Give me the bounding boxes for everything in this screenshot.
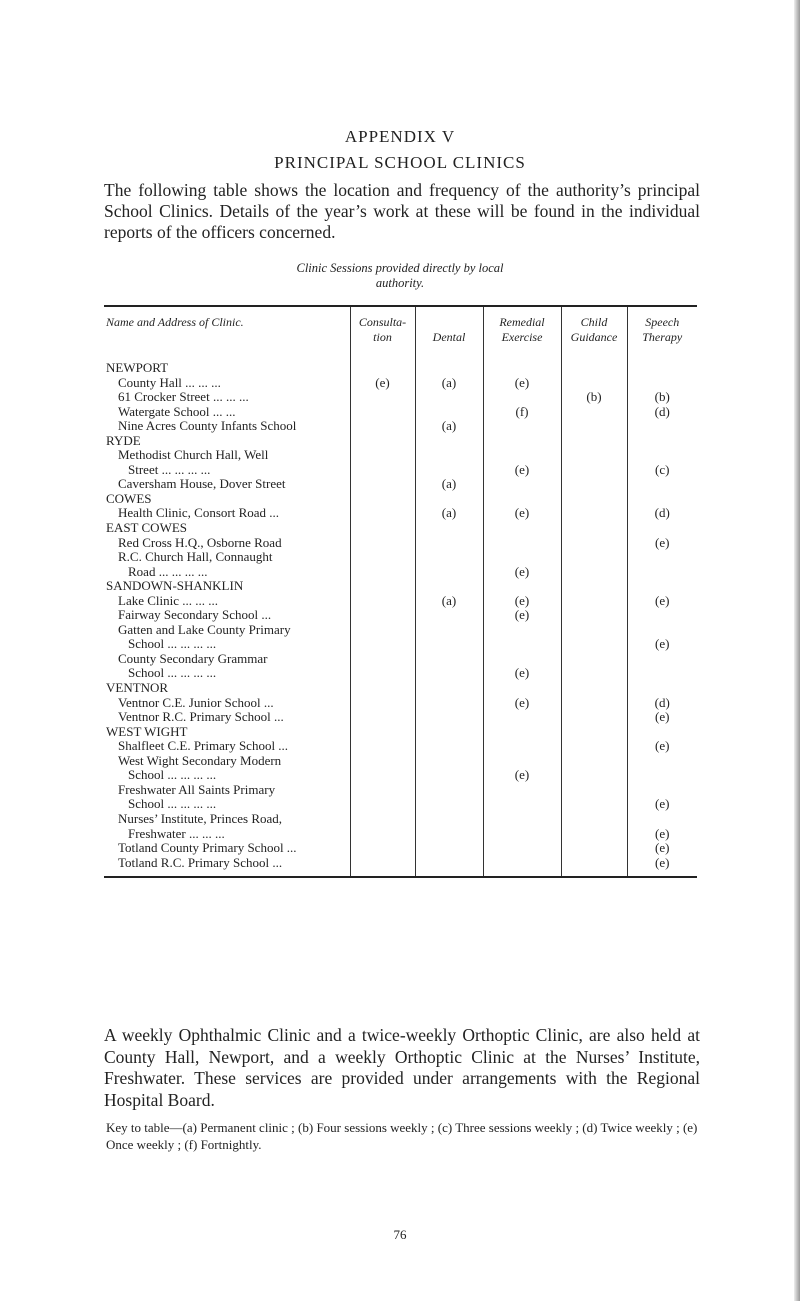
table-row [104,376,697,391]
consultation-cell [350,594,415,609]
speech-therapy-cell [627,579,697,594]
dental-cell [415,434,483,449]
child-guidance-cell [561,579,627,594]
table-row [104,856,697,878]
clinic-name: Lake Clinic ... ... ... [118,593,219,608]
remedial-cell: (e) [483,666,561,681]
consultation-cell [350,463,415,478]
dental-cell [415,390,483,405]
table-row [104,827,697,842]
dental-cell [415,463,483,478]
table-row [104,754,697,769]
remedial-cell: (e) [483,565,561,580]
table-row [104,637,697,652]
table-row [104,550,697,565]
clinic-name: County Hall ... ... ... [118,375,221,390]
consultation-cell [350,666,415,681]
dental-cell: (a) [415,594,483,609]
table-row [104,506,697,521]
table-body [104,357,697,877]
consultation-cell [350,448,415,463]
clinic-name: School ... ... ... ... [128,797,217,812]
table-header-row [104,306,697,357]
clinic-name: NEWPORT [106,360,169,375]
child-guidance-cell [561,696,627,711]
speech-therapy-cell: (e) [627,841,697,856]
consultation-cell: (e) [350,376,415,391]
remedial-cell [483,637,561,652]
consultation-cell [350,827,415,842]
remedial-cell [483,812,561,827]
child-guidance-cell [561,637,627,652]
remedial-cell [483,434,561,449]
consultation-cell [350,710,415,725]
consultation-cell [350,357,415,376]
speech-therapy-cell: (c) [627,463,697,478]
remedial-cell [483,739,561,754]
consultation-cell [350,405,415,420]
child-guidance-cell [561,463,627,478]
speech-therapy-cell: (e) [627,536,697,551]
remedial-cell [483,797,561,812]
header-consultation: Consulta-tion [350,306,415,357]
clinic-name: 61 Crocker Street ... ... ... [118,390,249,405]
child-guidance-cell [561,652,627,667]
clinic-name: County Secondary Grammar [118,651,268,666]
remedial-cell [483,681,561,696]
remedial-cell [483,357,561,376]
consultation-cell [350,506,415,521]
speech-therapy-cell: (d) [627,405,697,420]
footer-paragraph: A weekly Ophthalmic Clinic and a twice-weekly Orthoptic Clinic, are also held at County Hall, Newport, and a weekly Orthoptic Clinic at the Nurses’ Institute, Freshwater. These services are provided under arrangements with the Regional Hospital Board. [104,1025,700,1110]
speech-therapy-cell [627,812,697,827]
child-guidance-cell [561,783,627,798]
table-row [104,623,697,638]
page-number: 76 [393,1227,407,1242]
clinic-name: Caversham House, Dover Street [118,477,286,492]
clinic-name: EAST COWES [106,521,188,536]
table-row [104,739,697,754]
clinic-name: Freshwater ... ... ... [128,826,225,841]
remedial-cell [483,419,561,434]
dental-cell [415,681,483,696]
header-remedial-exercise: Remedial Exercise [483,306,561,357]
speech-therapy-cell [627,623,697,638]
child-guidance-cell [561,681,627,696]
consultation-cell [350,783,415,798]
consultation-cell [350,521,415,536]
speech-therapy-cell [627,783,697,798]
child-guidance-cell [561,405,627,420]
child-guidance-cell [561,797,627,812]
child-guidance-cell [561,521,627,536]
clinic-name: Methodist Church Hall, Well [118,448,269,463]
remedial-cell: (e) [483,696,561,711]
consultation-cell [350,681,415,696]
consultation-cell [350,754,415,769]
consultation-cell [350,390,415,405]
dental-cell [415,405,483,420]
speech-therapy-cell [627,754,697,769]
dental-cell [415,521,483,536]
remedial-cell [483,390,561,405]
table-caption-line-2: authority. [375,276,425,290]
district-heading-row [104,579,697,594]
dental-cell [415,754,483,769]
district-heading-row [104,521,697,536]
dental-cell [415,739,483,754]
speech-therapy-cell [627,376,697,391]
speech-therapy-cell: (e) [627,827,697,842]
speech-therapy-cell [627,521,697,536]
remedial-cell [483,448,561,463]
clinic-name: Nine Acres County Infants School [118,419,297,434]
speech-therapy-cell: (e) [627,594,697,609]
dental-cell [415,696,483,711]
clinic-name: School ... ... ... ... [128,768,217,783]
consultation-cell [350,419,415,434]
table-row [104,797,697,812]
consultation-cell [350,696,415,711]
speech-therapy-cell [627,357,697,376]
consultation-cell [350,434,415,449]
dental-cell [415,652,483,667]
child-guidance-cell [561,536,627,551]
clinic-name: Red Cross H.Q., Osborne Road [118,535,282,550]
consultation-cell [350,797,415,812]
child-guidance-cell [561,434,627,449]
remedial-cell: (e) [483,608,561,623]
table-row [104,463,697,478]
speech-therapy-cell: (e) [627,856,697,878]
speech-therapy-cell [627,477,697,492]
dental-cell [415,710,483,725]
table-row [104,594,697,609]
dental-cell [415,856,483,878]
header-child-guidance: Child Guidance [561,306,627,357]
table-row [104,536,697,551]
clinic-name: SANDOWN-SHANKLIN [106,579,244,594]
remedial-cell [483,827,561,842]
appendix-heading: APPENDIX V [344,127,456,146]
table-row [104,419,697,434]
table-row [104,710,697,725]
header-speech-therapy: Speech Therapy [627,306,697,357]
remedial-cell: (e) [483,463,561,478]
speech-therapy-cell: (d) [627,696,697,711]
clinic-name: Ventnor C.E. Junior School ... [118,695,274,710]
consultation-cell [350,637,415,652]
district-heading-row [104,434,697,449]
speech-therapy-cell: (b) [627,390,697,405]
clinic-name: Freshwater All Saints Primary [118,782,276,797]
table-row [104,841,697,856]
consultation-cell [350,608,415,623]
child-guidance-cell [561,710,627,725]
clinic-name: Totland R.C. Primary School ... [118,855,283,870]
clinic-name: COWES [106,491,152,506]
clinic-name: Ventnor R.C. Primary School ... [118,710,284,725]
dental-cell: (a) [415,506,483,521]
remedial-cell: (e) [483,594,561,609]
remedial-cell [483,579,561,594]
consultation-cell [350,550,415,565]
speech-therapy-cell [627,652,697,667]
dental-cell [415,666,483,681]
dental-cell: (a) [415,419,483,434]
clinic-name: West Wight Secondary Modern [118,753,282,768]
child-guidance-cell [561,608,627,623]
remedial-cell [483,652,561,667]
remedial-cell: (e) [483,768,561,783]
speech-therapy-cell: (d) [627,506,697,521]
child-guidance-cell [561,623,627,638]
table-row [104,812,697,827]
consultation-cell [350,492,415,507]
dental-cell [415,827,483,842]
dental-cell: (a) [415,477,483,492]
clinic-name: Fairway Secondary School ... [118,608,272,623]
table-caption-line-1: Clinic Sessions provided directly by local [296,261,504,275]
speech-therapy-cell: (e) [627,710,697,725]
speech-therapy-cell [627,419,697,434]
speech-therapy-cell [627,666,697,681]
header-name-address: Name and Address of Clinic. [106,315,244,329]
speech-therapy-cell: (e) [627,637,697,652]
district-heading-row [104,357,697,376]
district-heading-row [104,492,697,507]
clinic-name: Watergate School ... ... [118,404,236,419]
consultation-cell [350,739,415,754]
consultation-cell [350,812,415,827]
clinic-name: School ... ... ... ... [128,637,217,652]
table-row [104,696,697,711]
child-guidance-cell [561,827,627,842]
clinic-name: Nurses’ Institute, Princes Road, [118,811,283,826]
remedial-cell [483,710,561,725]
child-guidance-cell [561,725,627,740]
dental-cell [415,579,483,594]
dental-cell [415,623,483,638]
dental-cell [415,608,483,623]
child-guidance-cell [561,506,627,521]
remedial-cell [483,521,561,536]
district-heading-row [104,725,697,740]
consultation-cell [350,841,415,856]
dental-cell [415,783,483,798]
speech-therapy-cell [627,681,697,696]
speech-therapy-cell [627,725,697,740]
remedial-cell [483,623,561,638]
child-guidance-cell [561,492,627,507]
child-guidance-cell [561,812,627,827]
dental-cell [415,357,483,376]
table-row [104,768,697,783]
child-guidance-cell [561,565,627,580]
clinic-name: Gatten and Lake County Primary [118,622,291,637]
table-key: Key to table—(a) Permanent clinic ; (b) Four sessions weekly ; (c) Three sessions weekly ; (d) Twice weekly ; (e) Once weekly ; (f) Fortnightly. [106,1120,698,1152]
remedial-cell [483,550,561,565]
remedial-cell [483,492,561,507]
clinic-name: Shalfleet C.E. Primary School ... [118,739,289,754]
remedial-cell [483,754,561,769]
clinic-name: WEST WIGHT [106,724,188,739]
dental-cell [415,725,483,740]
speech-therapy-cell [627,434,697,449]
child-guidance-cell [561,841,627,856]
dental-cell [415,448,483,463]
child-guidance-cell: (b) [561,390,627,405]
clinic-name: Road ... ... ... ... [128,564,208,579]
consultation-cell [350,856,415,878]
dental-cell [415,492,483,507]
remedial-cell [483,841,561,856]
consultation-cell [350,536,415,551]
consultation-cell [350,768,415,783]
table-row [104,783,697,798]
remedial-cell: (e) [483,376,561,391]
district-heading-row [104,681,697,696]
consultation-cell [350,565,415,580]
dental-cell [415,565,483,580]
child-guidance-cell [561,376,627,391]
child-guidance-cell [561,448,627,463]
remedial-cell [483,477,561,492]
consultation-cell [350,725,415,740]
table-row [104,390,697,405]
table-row [104,448,697,463]
table-row [104,405,697,420]
speech-therapy-cell: (e) [627,739,697,754]
consultation-cell [350,623,415,638]
speech-therapy-cell [627,448,697,463]
consultation-cell [350,652,415,667]
dental-cell [415,550,483,565]
page-edge-shadow [794,0,800,1301]
clinic-name: RYDE [106,433,141,448]
dental-cell [415,841,483,856]
speech-therapy-cell [627,768,697,783]
remedial-cell: (e) [483,506,561,521]
child-guidance-cell [561,739,627,754]
table-row [104,608,697,623]
child-guidance-cell [561,419,627,434]
remedial-cell: (f) [483,405,561,420]
speech-therapy-cell [627,492,697,507]
clinic-name: Health Clinic, Consort Road ... [118,506,280,521]
clinic-name: R.C. Church Hall, Connaught [118,550,273,565]
clinics-table [104,305,697,878]
dental-cell [415,536,483,551]
consultation-cell [350,477,415,492]
remedial-cell [483,725,561,740]
intro-paragraph: The following table shows the location and frequency of the authority’s principal School Clinics. Details of the year’s work at these will be found in the individual reports of the officers concerned. [104,180,700,242]
remedial-cell [483,856,561,878]
dental-cell: (a) [415,376,483,391]
child-guidance-cell [561,754,627,769]
child-guidance-cell [561,768,627,783]
table-row [104,565,697,580]
table-row [104,666,697,681]
child-guidance-cell [561,477,627,492]
child-guidance-cell [561,856,627,878]
dental-cell [415,768,483,783]
speech-therapy-cell [627,565,697,580]
table-row [104,652,697,667]
clinic-name: School ... ... ... ... [128,666,217,681]
clinic-name: Totland County Primary School ... [118,841,297,856]
remedial-cell [483,783,561,798]
header-dental: Dental [415,306,483,357]
clinic-name: VENTNOR [106,681,169,696]
page-title: PRINCIPAL SCHOOL CLINICS [274,153,526,172]
dental-cell [415,797,483,812]
child-guidance-cell [561,550,627,565]
remedial-cell [483,536,561,551]
speech-therapy-cell [627,550,697,565]
table-row [104,477,697,492]
speech-therapy-cell: (e) [627,797,697,812]
speech-therapy-cell [627,608,697,623]
child-guidance-cell [561,666,627,681]
consultation-cell [350,579,415,594]
child-guidance-cell [561,594,627,609]
dental-cell [415,637,483,652]
child-guidance-cell [561,357,627,376]
clinic-name: Street ... ... ... ... [128,462,211,477]
dental-cell [415,812,483,827]
